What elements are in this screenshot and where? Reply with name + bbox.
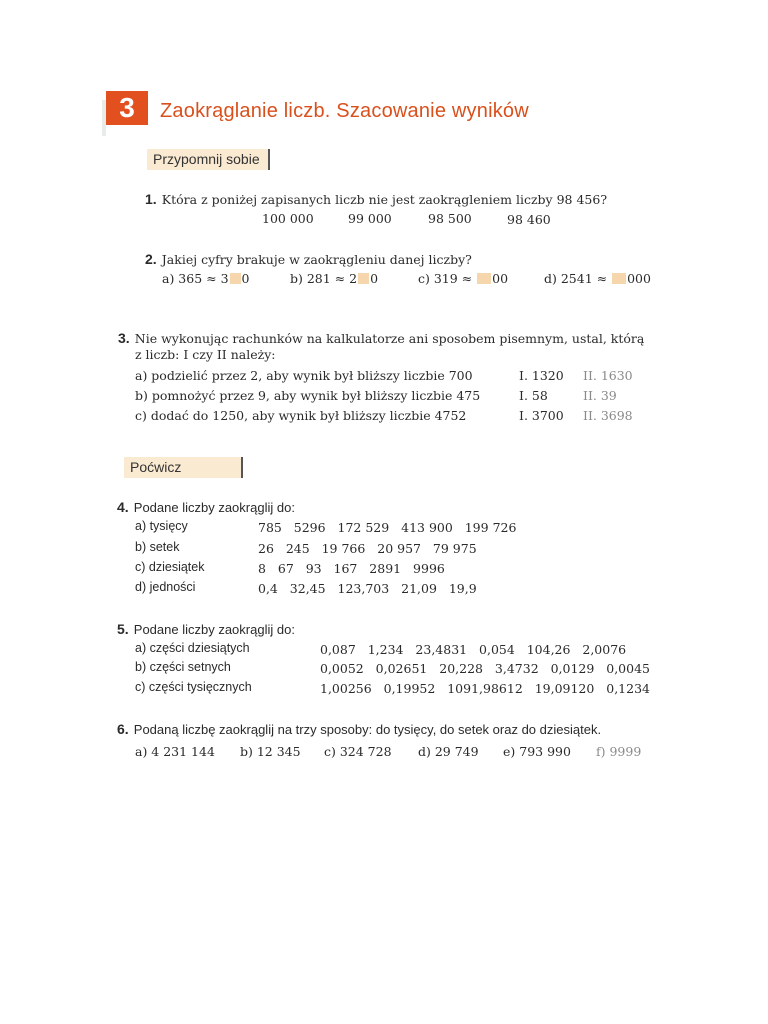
item-text: 0	[370, 271, 379, 286]
exercise-3-question-line2: z liczb: I czy II należy:	[135, 347, 276, 362]
exercise-3-question-line1: Nie wykonując rachunków na kalkulatorze ani sposobem pisemnym, ustal, którą	[134, 331, 645, 346]
exercise-1-option: 98 500	[428, 211, 472, 226]
item-text: 00	[492, 271, 509, 286]
exercise-4-values: 0,4 32,45 123,703 21,09 19,9	[258, 581, 477, 596]
exercise-5-label: b) części setnych	[135, 660, 231, 674]
answer-blank	[477, 273, 491, 284]
exercise-6-item: b) 12 345	[240, 744, 301, 759]
exercise-5-values: 1,00256 0,19952 1091,98612 19,09120 0,1234	[320, 681, 650, 696]
exercise-3-item-b: b) pomnożyć przez 9, aby wynik był bliższy liczbie 475	[135, 388, 481, 403]
exercise-5-values: 0,087 1,234 23,4831 0,054 104,26 2,0076	[320, 642, 627, 657]
exercise-3-number: 3.	[118, 330, 130, 346]
exercise-4-label: b) setek	[135, 540, 180, 554]
exercise-3-item-c: c) dodać do 1250, aby wynik był bliższy liczbie 4752	[135, 408, 467, 423]
answer-blank	[230, 273, 241, 284]
exercise-3-option-ii: II. 3698	[583, 408, 633, 423]
exercise-1-option: 98 460	[507, 212, 551, 227]
exercise-2-number: 2.	[145, 251, 157, 267]
exercise-5	[117, 619, 295, 638]
exercise-6	[117, 719, 601, 738]
exercise-4-question: Podane liczby zaokrąglij do:	[133, 500, 295, 515]
item-text: 000	[627, 271, 651, 286]
exercise-2-item-c	[418, 271, 508, 286]
exercise-4-number: 4.	[117, 499, 129, 515]
exercise-6-number: 6.	[117, 721, 129, 737]
exercise-4-values: 8 67 93 167 2891 9996	[258, 561, 445, 576]
exercise-3-option-ii: II. 39	[583, 388, 617, 403]
exercise-3-option-i: I. 1320	[519, 368, 564, 383]
exercise-5-number: 5.	[117, 621, 129, 637]
exercise-6-item: f) 9999	[596, 744, 642, 759]
item-text: c) 319 ≈	[418, 271, 477, 286]
exercise-2-question: Jakiej cyfry brakuje w zaokrągleniu danej liczby?	[161, 252, 472, 267]
exercise-2	[145, 249, 472, 268]
exercise-3-option-i: I. 58	[519, 388, 548, 403]
exercise-3-item-a: a) podzielić przez 2, aby wynik był bliższy liczbie 700	[135, 368, 473, 383]
exercise-5-label: a) części dziesiątych	[135, 641, 250, 655]
exercise-6-question: Podaną liczbę zaokrąglij na trzy sposoby: do tysięcy, do setek oraz do dziesiątek.	[133, 722, 602, 737]
exercise-1-number: 1.	[145, 191, 157, 207]
answer-blank	[612, 273, 626, 284]
exercise-5-label: c) części tysięcznych	[135, 680, 252, 694]
item-text: a) 365 ≈ 3	[162, 271, 229, 286]
chapter-title: Zaokrąglanie liczb. Szacowanie wyników	[160, 100, 529, 122]
exercise-4-label: c) dziesiątek	[135, 560, 205, 574]
section-practice-header: Poćwicz	[124, 457, 243, 478]
exercise-4-label: d) jedności	[135, 580, 196, 594]
answer-blank	[358, 273, 369, 284]
exercise-6-item: c) 324 728	[324, 744, 392, 759]
exercise-3-option-i: I. 3700	[519, 408, 564, 423]
exercise-2-item-b	[290, 271, 378, 286]
item-text: d) 2541 ≈	[544, 271, 612, 286]
exercise-1-option: 99 000	[348, 211, 392, 226]
exercise-3-option-ii: II. 1630	[583, 368, 633, 383]
exercise-1-question: Która z poniżej zapisanych liczb nie jest zaokrągleniem liczby 98 456?	[161, 192, 608, 207]
exercise-4-values: 26 245 19 766 20 957 79 975	[258, 541, 477, 556]
exercise-4	[117, 497, 295, 516]
section-remember-header: Przypomnij sobie	[147, 149, 270, 170]
exercise-6-item: d) 29 749	[418, 744, 479, 759]
item-text: 0	[241, 271, 250, 286]
exercise-2-item-d	[544, 271, 651, 286]
chapter-number-badge: 3	[106, 91, 148, 125]
exercise-1	[145, 189, 607, 208]
exercise-4-values: 785 5296 172 529 413 900 199 726	[258, 520, 517, 535]
exercise-5-values: 0,0052 0,02651 20,228 3,4732 0,0129 0,0045	[320, 661, 650, 676]
exercise-5-question: Podane liczby zaokrąglij do:	[133, 622, 295, 637]
exercise-4-label: a) tysięcy	[135, 519, 188, 533]
exercise-6-item: a) 4 231 144	[135, 744, 215, 759]
exercise-2-item-a	[162, 271, 250, 286]
item-text: b) 281 ≈ 2	[290, 271, 358, 286]
exercise-6-item: e) 793 990	[503, 744, 571, 759]
exercise-3	[118, 328, 644, 347]
exercise-1-option: 100 000	[262, 211, 314, 226]
